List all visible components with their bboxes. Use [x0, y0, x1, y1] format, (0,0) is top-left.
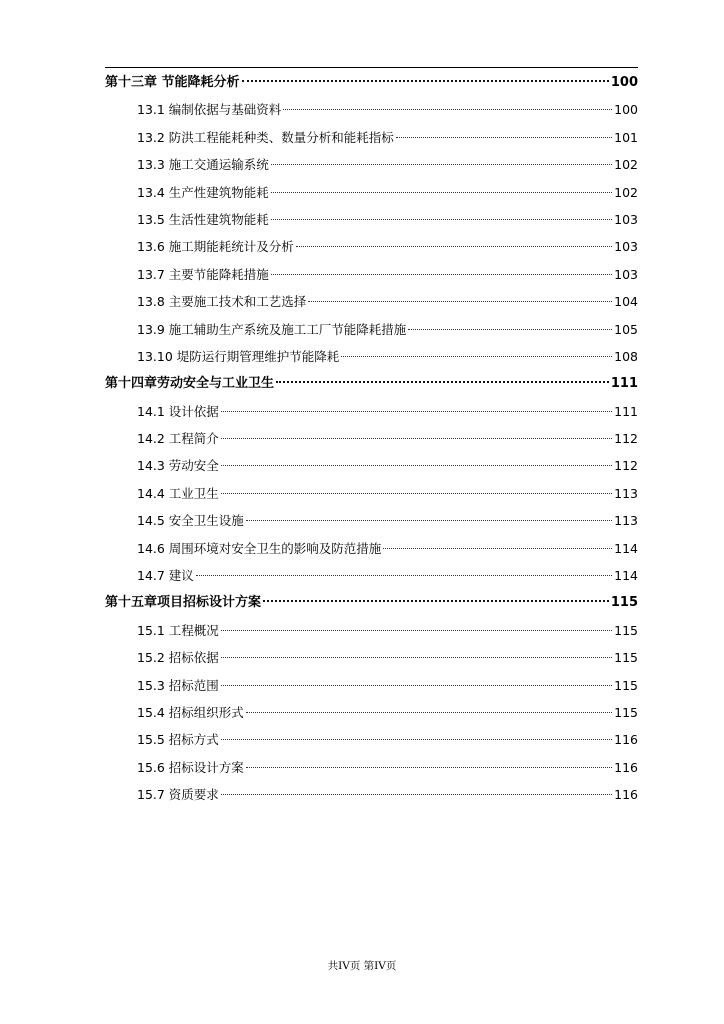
toc-dot-leader [196, 575, 612, 576]
toc-entry-title: 第十五章项目招标设计方案 [105, 595, 262, 611]
toc-entry-title: 15.2 招标依据 [137, 650, 219, 666]
toc-entry-page-number: 104 [614, 294, 638, 310]
toc-entry-page-number: 115 [614, 650, 638, 666]
toc-entry-page-number: 113 [614, 485, 638, 501]
toc-entry-page-number: 115 [610, 595, 638, 611]
toc-dot-leader [221, 657, 612, 658]
toc-entry-title: 14.7 建议 [137, 568, 194, 584]
toc-entry-page-number: 105 [614, 321, 638, 337]
toc-section-entry[interactable] [105, 564, 638, 591]
toc-dot-leader [308, 301, 612, 302]
page-footer: 共IV页 第IV页 [327, 960, 397, 972]
toc-entry-page-number: 115 [614, 622, 638, 638]
toc-entry-page-number: 111 [614, 403, 638, 419]
toc-entry-title: 13.5 生活性建筑物能耗 [137, 211, 269, 227]
toc-dot-leader [221, 794, 612, 795]
toc-dot-leader [221, 438, 612, 439]
toc-entry-title: 15.6 招标设计方案 [137, 759, 244, 775]
toc-entry-title: 13.3 施工交通运输系统 [137, 157, 269, 173]
toc-section-entry[interactable] [105, 318, 638, 345]
toc-dot-leader [242, 80, 609, 82]
toc-entry-title: 第十三章 节能降耗分析 [105, 75, 240, 90]
toc-entry-page-number: 100 [614, 102, 638, 118]
toc-entry-page-number: 111 [610, 376, 638, 392]
toc-section-entry[interactable] [105, 646, 638, 673]
toc-dot-leader [271, 274, 612, 275]
toc-section-entry[interactable] [105, 756, 638, 783]
toc-entry-page-number: 112 [614, 458, 638, 474]
toc-section-entry[interactable] [105, 126, 638, 153]
toc-entry-title: 第十四章劳动安全与工业卫生 [105, 376, 275, 392]
toc-entry-page-number: 116 [614, 787, 638, 803]
toc-entry-title: 15.4 招标组织形式 [137, 704, 244, 720]
toc-chapter-entry[interactable] [105, 71, 638, 98]
toc-entry-title: 13.6 施工期能耗统计及分析 [137, 239, 294, 255]
toc-entry-page-number: 103 [614, 266, 638, 282]
toc-entry-title: 13.4 生产性建筑物能耗 [137, 184, 269, 200]
toc-dot-leader [246, 520, 612, 521]
toc-section-entry[interactable] [105, 181, 638, 208]
toc-entry-page-number: 115 [614, 704, 638, 720]
toc-entry-title: 14.2 工程简介 [137, 431, 219, 447]
toc-dot-leader [383, 548, 612, 549]
toc-entry-page-number: 103 [614, 239, 638, 255]
toc-entry-title: 14.1 设计依据 [137, 403, 219, 419]
toc-chapter-entry[interactable] [105, 372, 638, 399]
toc-entry-title: 15.1 工程概况 [137, 622, 219, 638]
toc-entry-title: 13.10 堤防运行期管理维护节能降耗 [137, 348, 340, 364]
toc-section-entry[interactable] [105, 427, 638, 454]
toc-dot-leader [408, 329, 612, 330]
toc-dot-leader [396, 137, 612, 138]
toc-entry-page-number: 116 [614, 732, 638, 748]
toc-dot-leader [221, 685, 612, 686]
toc-entry-title: 14.4 工业卫生 [137, 485, 219, 501]
toc-section-entry[interactable] [105, 290, 638, 317]
toc-section-entry[interactable] [105, 701, 638, 728]
toc-section-entry[interactable] [105, 208, 638, 235]
toc-chapter-entry[interactable] [105, 591, 638, 618]
toc-section-entry[interactable] [105, 345, 638, 372]
toc-entry-title: 13.9 施工辅助生产系统及施工工厂节能降耗措施 [137, 321, 407, 337]
toc-entry-title: 14.6 周围环境对安全卫生的影响及防范措施 [137, 540, 382, 556]
toc-entry-page-number: 112 [614, 431, 638, 447]
toc-entry-page-number: 114 [614, 540, 638, 556]
toc-entry-page-number: 102 [614, 184, 638, 200]
toc-entry-title: 14.5 安全卫生设施 [137, 513, 244, 529]
toc-entry-title: 13.2 防洪工程能耗种类、数量分析和能耗指标 [137, 129, 394, 145]
toc-section-entry[interactable] [105, 674, 638, 701]
toc-entry-page-number: 102 [614, 157, 638, 173]
toc-section-entry[interactable] [105, 235, 638, 262]
toc-dot-leader [221, 630, 612, 631]
toc-entry-page-number: 115 [614, 677, 638, 693]
toc-section-entry[interactable] [105, 153, 638, 180]
toc-section-entry[interactable] [105, 619, 638, 646]
toc-dot-leader [221, 493, 612, 494]
toc-entry-title: 14.3 劳动安全 [137, 458, 219, 474]
toc-section-entry[interactable] [105, 783, 638, 810]
toc-dot-leader [221, 739, 612, 740]
toc-dot-leader [246, 767, 612, 768]
toc-section-entry[interactable] [105, 400, 638, 427]
toc-dot-leader [296, 246, 612, 247]
toc-entry-title: 13.1 编制依据与基础资料 [137, 102, 282, 118]
toc-entry-page-number: 108 [614, 348, 638, 364]
toc-section-entry[interactable] [105, 728, 638, 755]
toc-entry-title: 15.7 资质要求 [137, 787, 219, 803]
toc-dot-leader [263, 600, 609, 602]
toc-dot-leader [271, 164, 612, 165]
toc-dot-leader [221, 411, 612, 412]
toc-entry-title: 15.5 招标方式 [137, 732, 219, 748]
toc-entry-title: 13.7 主要节能降耗措施 [137, 266, 269, 282]
toc-section-entry[interactable] [105, 482, 638, 509]
toc-section-entry[interactable] [105, 263, 638, 290]
toc-entry-page-number: 114 [614, 568, 638, 584]
toc-entry-page-number: 116 [614, 759, 638, 775]
toc-entry-page-number: 103 [614, 211, 638, 227]
toc-dot-leader [221, 465, 612, 466]
toc-entry-title: 15.3 招标范围 [137, 677, 219, 693]
toc-section-entry[interactable] [105, 98, 638, 125]
toc-dot-leader [246, 712, 612, 713]
table-of-contents [105, 71, 638, 811]
toc-section-entry[interactable] [105, 454, 638, 481]
toc-dot-leader [276, 381, 609, 383]
toc-dot-leader [271, 219, 612, 220]
toc-section-entry[interactable] [105, 537, 638, 564]
toc-entry-title: 13.8 主要施工技术和工艺选择 [137, 294, 307, 310]
toc-entry-page-number: 100 [610, 75, 638, 90]
toc-dot-leader [283, 109, 612, 110]
toc-entry-page-number: 113 [614, 513, 638, 529]
toc-dot-leader [341, 356, 612, 357]
toc-dot-leader [271, 192, 612, 193]
toc-entry-page-number: 101 [614, 129, 638, 145]
toc-section-entry[interactable] [105, 509, 638, 536]
header-rule [105, 67, 638, 68]
